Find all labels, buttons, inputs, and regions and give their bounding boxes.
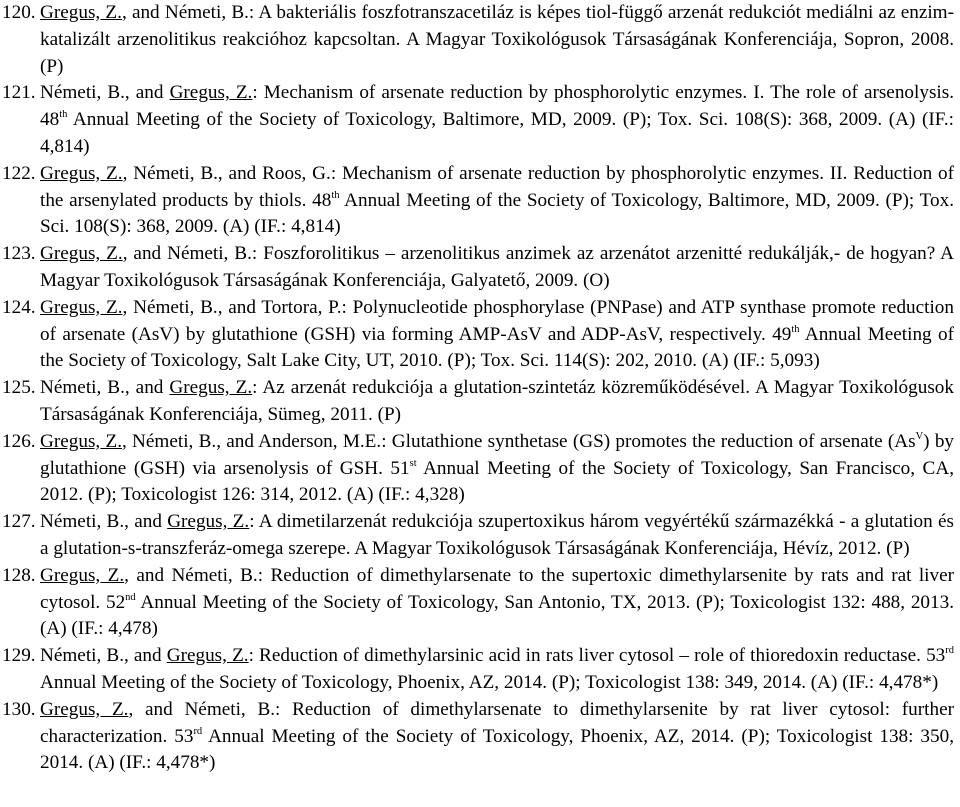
reference-segment: Annual Meeting of the Society of Toxicology, Phoenix, AZ, 2014. (P); Toxicologist 138: 350, 2014. (A) (IF.: 4,478*) (40, 725, 954, 774)
underlined-author: Gregus, Z. (166, 645, 249, 667)
reference-number: 124. (2, 296, 36, 318)
ordinal-superscript: th (331, 189, 340, 201)
reference-segment: Annual Meeting of the Society of Toxicology, Phoenix, AZ, 2014. (P); Toxicologist 138: 349, 2014. (A) (IF.: 4,478*) (40, 671, 939, 693)
reference-segment: Németi, B., and (40, 645, 167, 667)
reference-segment: Annual Meeting of the Society of Toxicology, Baltimore, MD, 2009. (P); Tox. Sci. 108(S): 368, 2009. (A) (IF.: 4,814) (40, 109, 954, 157)
reference-text (40, 295, 954, 375)
reference-segment: Annual Meeting of the Society of Toxicology, Salt Lake City, UT, 2010. (P); Tox. Sci. 114(S): 202, 2010. (A) (IF.: 5,093) (40, 323, 954, 372)
reference-segment: , and Németi, B.: Reduction of dimethylarsenate to dimethylarsenite by rat liver cytosol: further characterization. 53 (40, 698, 954, 747)
reference-text (40, 241, 954, 295)
ordinal-superscript: th (59, 109, 68, 121)
underlined-author: Gregus, Z. (40, 564, 125, 586)
reference-number: 128. (2, 564, 36, 586)
ordinal-superscript: th (791, 323, 800, 335)
reference-text (40, 0, 954, 80)
reference-segment: , and Németi, B.: A bakteriális foszfotranszacetiláz is képes tiol-függő arzenát redukciót mediálni az enzim-katalizált arzenolitikus reakcióhoz kapcsoltan. A Magyar Toxikológusok Társaságának Konferenciája, Sopron, 2008. (P) (40, 2, 954, 77)
ordinal-superscript: rd (193, 725, 203, 737)
reference-text (40, 509, 954, 563)
reference-entry (2, 429, 954, 509)
reference-segment: , Németi, B., and Tortora, P.: Polynucleotide phosphorylase (PNPase) and ATP synthase promote reduction of arsenate (AsV) by glutathione (GSH) via forming AMP-AsV and ADP-AsV, respectively. 49 (40, 296, 954, 345)
reference-segment: , Németi, B., and Anderson, M.E.: Glutathione synthetase (GS) promotes the reduction of arsenate (As (122, 430, 916, 452)
reference-entry (2, 161, 954, 241)
reference-number: 123. (2, 243, 36, 265)
reference-number: 129. (2, 645, 36, 667)
reference-text (40, 161, 954, 241)
reference-entry (2, 509, 954, 563)
reference-segment: , and Németi, B.: Foszforolitikus – arzenolitikus anzimek az arzenátot arzenitté redukálják,- de hogyan? A Magyar Toxikológusok Társaságának Konferenciája, Galyatető, 2009. (O) (40, 243, 955, 291)
reference-text (40, 375, 954, 429)
reference-entry (2, 295, 954, 375)
reference-number: 130. (2, 698, 36, 720)
reference-entry (2, 697, 954, 777)
underlined-author: Gregus, Z. (169, 82, 253, 104)
reference-text (40, 80, 954, 160)
reference-segment: Annual Meeting of the Society of Toxicology, San Antonio, TX, 2013. (P); Toxicologist 132: 488, 2013. (A) (IF.: 4,478) (40, 591, 954, 640)
reference-entry (2, 241, 954, 295)
underlined-author: Gregus, Z. (40, 698, 129, 720)
underlined-author: Gregus, Z. (169, 377, 253, 399)
underlined-author: Gregus, Z. (167, 511, 250, 533)
reference-number: 121. (2, 82, 36, 104)
ordinal-superscript: V (915, 430, 924, 442)
reference-segment: Németi, B., and (40, 511, 168, 533)
reference-segment: ) by glutathione (GSH) via arsenolysis of GSH. 51 (40, 430, 955, 479)
reference-number: 125. (2, 377, 36, 399)
reference-entry (2, 563, 954, 643)
ordinal-superscript: st (409, 457, 417, 469)
ordinal-superscript: nd (125, 591, 136, 603)
ordinal-superscript: rd (945, 645, 955, 657)
reference-entry (2, 643, 954, 697)
reference-number: 120. (2, 2, 36, 23)
underlined-author: Gregus, Z. (40, 430, 122, 452)
reference-segment: : Az arzenát redukciója a glutation-szintetáz közreműködésével. A Magyar Toxikológusok Társaságának Konferenciája, Sümeg, 2011. (P) (40, 377, 954, 425)
reference-segment: Németi, B., and (40, 377, 170, 399)
reference-entry (2, 375, 954, 429)
underlined-author: Gregus, Z. (40, 243, 123, 265)
reference-segment: Annual Meeting of the Society of Toxicology, Baltimore, MD, 2009. (P); Tox. Sci. 108(S): 368, 2009. (A) (IF.: 4,814) (40, 189, 954, 238)
underlined-author: Gregus, Z. (40, 162, 123, 184)
reference-segment: Németi, B., and (40, 82, 170, 104)
underlined-author: Gregus, Z. (40, 2, 122, 23)
reference-number: 126. (2, 430, 36, 452)
reference-text (40, 563, 954, 643)
reference-segment: : Reduction of dimethylarsinic acid in rats liver cytosol – role of thioredoxin reductase. 53 (248, 645, 946, 667)
reference-segment: : Mechanism of arsenate reduction by phosphorolytic enzymes. I. The role of arsenolysis. 48 (40, 82, 955, 131)
reference-text (40, 429, 954, 509)
reference-segment: Annual Meeting of the Society of Toxicology, San Francisco, CA, 2012. (P); Toxicologist 126: 314, 2012. (A) (IF.: 4,328) (40, 457, 954, 506)
underlined-author: Gregus, Z. (40, 296, 123, 318)
reference-text (40, 697, 954, 777)
reference-number: 122. (2, 162, 36, 184)
reference-segment: : A dimetilarzenát redukciója szupertoxikus három vegyértékű származékká - a glutation és a glutation-s-transzferáz-omega szerepe. A Magyar Toxikológusok Társaságának Konferenciája, Hévíz, 2012. (P) (40, 511, 954, 559)
reference-segment: , Németi, B., and Roos, G.: Mechanism of arsenate reduction by phosphorolytic enzymes. II. Reduction of the arsenylated products by thiols. 48 (40, 162, 954, 211)
reference-entry (2, 80, 954, 160)
reference-segment: , and Németi, B.: Reduction of dimethylarsenate to the supertoxic dimethylarsenite by rats and rat liver cytosol. 52 (40, 564, 954, 613)
reference-text (40, 643, 954, 697)
reference-entry (2, 0, 954, 80)
reference-number: 127. (2, 511, 36, 533)
